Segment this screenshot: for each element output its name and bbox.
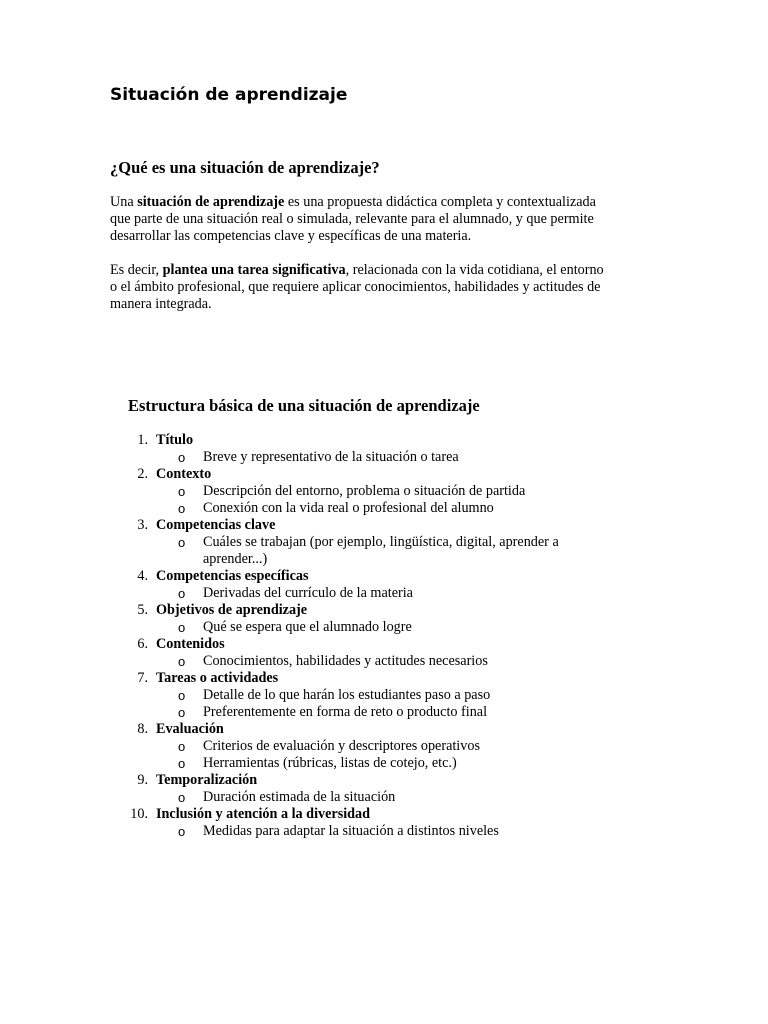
emphasis-text: situación de aprendizaje bbox=[137, 194, 285, 210]
paragraph-line: o el ámbito profesional, que requiere aplicar conocimientos, habilidades y actitudes de bbox=[110, 279, 601, 295]
sub-list-item bbox=[128, 585, 608, 602]
sub-list bbox=[128, 619, 608, 636]
sub-list-text: Medidas para adaptar la situación a distintos niveles bbox=[203, 823, 499, 839]
sub-list-text: Conexión con la vida real o profesional del alumno bbox=[203, 500, 494, 516]
list-item bbox=[128, 806, 608, 840]
sub-list-text: Criterios de evaluación y descriptores operativos bbox=[203, 738, 480, 754]
sub-list-text: Herramientas (rúbricas, listas de cotejo, etc.) bbox=[203, 755, 457, 771]
list-item-title: Contenidos bbox=[156, 636, 225, 652]
sub-list-item bbox=[128, 755, 608, 772]
sub-list-text: Preferentemente en forma de reto o producto final bbox=[203, 704, 488, 720]
sub-list bbox=[128, 483, 608, 517]
emphasis-text: plantea una tarea significativa bbox=[162, 262, 346, 278]
paragraph-line: desarrollar las competencias clave y específicas de una materia. bbox=[110, 228, 472, 244]
list-item bbox=[128, 721, 608, 772]
sub-list-text: Descripción del entorno, problema o situación de partida bbox=[203, 483, 526, 499]
list-item-heading bbox=[128, 432, 608, 449]
bullet-icon: o bbox=[178, 705, 186, 720]
bullet-icon: o bbox=[178, 739, 186, 754]
paragraph-text: Es decir, bbox=[110, 262, 163, 278]
structure-heading: Estructura básica de una situación de aprendizaje bbox=[128, 396, 480, 415]
bullet-icon: o bbox=[178, 501, 186, 516]
sub-list bbox=[128, 687, 608, 721]
list-item-number: 2. bbox=[137, 466, 148, 482]
list-item-title: Evaluación bbox=[156, 721, 224, 737]
list-item-heading bbox=[128, 517, 608, 534]
structure-list bbox=[128, 432, 608, 840]
list-item-number: 9. bbox=[137, 772, 148, 788]
list-item-heading bbox=[128, 721, 608, 738]
list-item-title: Tareas o actividades bbox=[156, 670, 279, 686]
list-item bbox=[128, 568, 608, 602]
list-item bbox=[128, 517, 608, 568]
sub-list bbox=[128, 823, 608, 840]
list-item bbox=[128, 670, 608, 721]
sub-list-item bbox=[128, 704, 608, 721]
list-item-title: Competencias clave bbox=[156, 517, 276, 533]
bullet-icon: o bbox=[178, 824, 186, 839]
paragraph-text: , relacionada con la vida cotidiana, el entorno bbox=[345, 262, 604, 278]
list-item bbox=[128, 772, 608, 806]
definition-paragraph bbox=[110, 194, 670, 245]
sub-list bbox=[128, 789, 608, 806]
sub-list-item bbox=[128, 687, 608, 704]
intro-heading: ¿Qué es una situación de aprendizaje? bbox=[110, 158, 380, 177]
list-item bbox=[128, 466, 608, 517]
explanation-paragraph bbox=[110, 262, 670, 313]
list-item-number: 7. bbox=[137, 670, 148, 686]
paragraph-line: que parte de una situación real o simulada, relevante para el alumnado, y que permite bbox=[110, 211, 594, 227]
list-item-title: Título bbox=[156, 432, 194, 448]
sub-list bbox=[128, 653, 608, 670]
list-item-title: Competencias específicas bbox=[156, 568, 309, 584]
sub-list-text: Detalle de lo que harán los estudiantes paso a paso bbox=[203, 687, 491, 703]
bullet-icon: o bbox=[178, 586, 186, 601]
bullet-icon: o bbox=[178, 654, 186, 669]
bullet-icon: o bbox=[178, 756, 186, 771]
paragraph-text: es una propuesta didáctica completa y contextualizada bbox=[284, 194, 596, 210]
sub-list bbox=[128, 449, 608, 466]
bullet-icon: o bbox=[178, 688, 186, 703]
list-item-title: Temporalización bbox=[156, 772, 258, 788]
sub-list bbox=[128, 585, 608, 602]
sub-list-text: Conocimientos, habilidades y actitudes necesarios bbox=[203, 653, 488, 669]
list-item-heading bbox=[128, 636, 608, 653]
sub-list-item bbox=[128, 483, 608, 500]
list-item-heading bbox=[128, 772, 608, 789]
paragraph-line bbox=[110, 262, 670, 279]
list-item bbox=[128, 602, 608, 636]
sub-list bbox=[128, 738, 608, 772]
list-item-title: Inclusión y atención a la diversidad bbox=[156, 806, 371, 822]
list-item-number: 1. bbox=[137, 432, 148, 448]
sub-list-text: Qué se espera que el alumnado logre bbox=[203, 619, 412, 635]
list-item-number: 6. bbox=[137, 636, 148, 652]
list-item-number: 5. bbox=[137, 602, 148, 618]
bullet-icon: o bbox=[178, 450, 186, 465]
sub-list-text: Breve y representativo de la situación o tarea bbox=[203, 449, 459, 465]
sub-list-text: Derivadas del currículo de la materia bbox=[203, 585, 413, 601]
sub-list bbox=[128, 534, 608, 568]
list-item-heading bbox=[128, 806, 608, 823]
sub-list-item bbox=[128, 653, 608, 670]
paragraph-line bbox=[110, 194, 670, 211]
list-item-heading bbox=[128, 568, 608, 585]
list-item bbox=[128, 432, 608, 466]
paragraph-line: manera integrada. bbox=[110, 296, 212, 312]
list-item-number: 10. bbox=[130, 806, 148, 822]
bullet-icon: o bbox=[178, 484, 186, 499]
sub-list-item bbox=[128, 823, 608, 840]
list-item-heading bbox=[128, 602, 608, 619]
list-item-number: 4. bbox=[137, 568, 148, 584]
sub-list-text: aprender...) bbox=[203, 551, 268, 567]
list-item-heading bbox=[128, 670, 608, 687]
list-item-title: Objetivos de aprendizaje bbox=[156, 602, 308, 618]
list-item-number: 8. bbox=[137, 721, 148, 737]
sub-list-text: Cuáles se trabajan (por ejemplo, lingüística, digital, aprender a bbox=[203, 534, 559, 550]
list-item-title: Contexto bbox=[156, 466, 212, 482]
list-item bbox=[128, 636, 608, 670]
list-item-number: 3. bbox=[137, 517, 148, 533]
bullet-icon: o bbox=[178, 620, 186, 635]
bullet-icon: o bbox=[178, 535, 186, 550]
sub-list-item bbox=[128, 500, 608, 517]
sub-list-item bbox=[128, 619, 608, 636]
sub-list-item bbox=[128, 534, 608, 568]
sub-list-item bbox=[128, 738, 608, 755]
list-item-heading bbox=[128, 466, 608, 483]
sub-list-item bbox=[128, 789, 608, 806]
sub-list-item bbox=[128, 449, 608, 466]
paragraph-text: Una bbox=[110, 194, 138, 210]
sub-list-text: Duración estimada de la situación bbox=[203, 789, 396, 805]
bullet-icon: o bbox=[178, 790, 186, 805]
page-title: Situación de aprendizaje bbox=[110, 85, 348, 105]
